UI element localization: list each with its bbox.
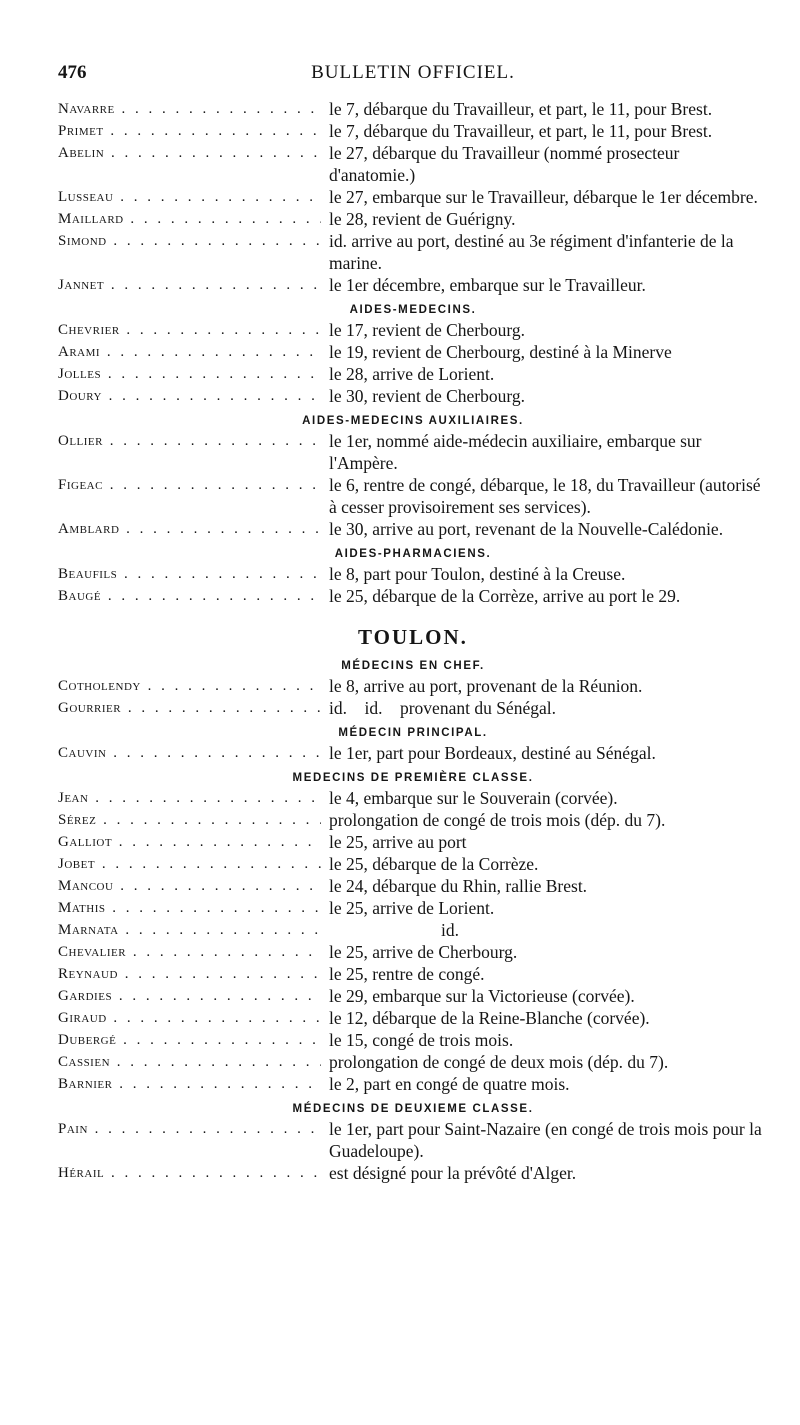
list-item bbox=[58, 853, 768, 875]
list-item bbox=[58, 1051, 768, 1073]
list-item bbox=[58, 363, 768, 385]
entry-text: le 4, embarque sur le Souverain (corvée). bbox=[329, 788, 618, 808]
entry-text: le 25, débarque de la Corrèze, arrive au port le 29. bbox=[329, 586, 681, 606]
list-item bbox=[58, 274, 768, 296]
list-item bbox=[58, 1029, 768, 1051]
list-item bbox=[58, 319, 768, 341]
entry-name: Giraud . . . bbox=[58, 1007, 321, 1029]
entry-text: le 17, revient de Cherbourg. bbox=[329, 320, 526, 340]
entry-text: prolongation de congé de trois mois (dép. du 7). bbox=[329, 810, 666, 830]
list-item bbox=[58, 142, 768, 186]
entry-text: le 25, arrive au port bbox=[329, 832, 467, 852]
list-item bbox=[58, 186, 768, 208]
entry-list-top bbox=[58, 98, 768, 296]
entry-text: le 24, débarque du Rhin, rallie Brest. bbox=[329, 876, 588, 896]
entry-text: le 8, arrive au port, provenant de la Réunion. bbox=[329, 676, 643, 696]
list-item bbox=[58, 919, 768, 941]
list-item bbox=[58, 742, 768, 764]
entry-name: Mathis . . . bbox=[58, 897, 321, 919]
list-item bbox=[58, 809, 768, 831]
entry-text: le 27, embarque sur le Travailleur, débarque le 1er décembre. bbox=[329, 187, 758, 207]
entry-text: le 30, revient de Cherbourg. bbox=[329, 386, 526, 406]
entry-name: Primet . . . bbox=[58, 120, 321, 142]
city-heading: TOULON. bbox=[358, 625, 468, 649]
section-heading: MÉDECIN PRINCIPAL. bbox=[338, 727, 488, 739]
entry-text: le 1er, part pour Saint-Nazaire (en congé de trois mois pour la Guadeloupe). bbox=[329, 1119, 762, 1161]
entry-name: Ollier . . . bbox=[58, 430, 321, 474]
entry-text: le 12, débarque de la Reine-Blanche (corvée). bbox=[329, 1008, 650, 1028]
list-item bbox=[58, 385, 768, 407]
list-item bbox=[58, 1073, 768, 1095]
section-heading: MEDECINS DE PREMIÈRE CLASSE. bbox=[292, 772, 534, 784]
list-item bbox=[58, 1162, 768, 1184]
list-item bbox=[58, 585, 768, 607]
list-item bbox=[58, 831, 768, 853]
list-item bbox=[58, 697, 768, 719]
entry-text: le 8, part pour Toulon, destiné à la Creuse. bbox=[329, 564, 626, 584]
entry-name: Cauvin . . . bbox=[58, 742, 321, 764]
list-item bbox=[58, 941, 768, 963]
entry-name: Chevrier . . . bbox=[58, 319, 321, 341]
document-page bbox=[58, 62, 768, 1184]
entry-name: Figeac . . . bbox=[58, 474, 321, 518]
entry-text: le 25, arrive de Lorient. bbox=[329, 898, 495, 918]
section-heading: AIDES-MEDECINS AUXILIAIRES. bbox=[302, 415, 524, 427]
entry-name: Dubergé . . . bbox=[58, 1029, 321, 1051]
entry-name: Galliot . . . bbox=[58, 831, 321, 853]
page-number: 476 bbox=[58, 62, 87, 83]
list-item bbox=[58, 875, 768, 897]
entry-name: Navarre . . . bbox=[58, 98, 321, 120]
list-item bbox=[58, 341, 768, 363]
list-item bbox=[58, 98, 768, 120]
list-item bbox=[58, 675, 768, 697]
list-item bbox=[58, 430, 768, 474]
entry-text: le 7, débarque du Travailleur, et part, le 11, pour Brest. bbox=[329, 121, 713, 141]
entry-name: Cassien . . . bbox=[58, 1051, 321, 1073]
list-item bbox=[58, 208, 768, 230]
entry-name: Chevalier . . . bbox=[58, 941, 321, 963]
entry-name: Baugé . . . bbox=[58, 585, 321, 607]
entry-name: Hérail . . . bbox=[58, 1162, 321, 1184]
entry-text: prolongation de congé de deux mois (dép. du 7). bbox=[329, 1052, 669, 1072]
entry-name: Cotholendy . . . bbox=[58, 675, 321, 697]
entry-text: le 30, arrive au port, revenant de la Nouvelle-Calédonie. bbox=[329, 519, 724, 539]
entry-name: Jannet . . . bbox=[58, 274, 321, 296]
entry-text: le 29, embarque sur la Victorieuse (corvée). bbox=[329, 986, 635, 1006]
entry-text: le 15, congé de trois mois. bbox=[329, 1030, 514, 1050]
entry-name: Sérez . . . bbox=[58, 809, 321, 831]
section-heading: MÉDECINS EN CHEF. bbox=[341, 660, 485, 672]
list-item bbox=[58, 120, 768, 142]
list-item bbox=[58, 897, 768, 919]
running-title: BULLETIN OFFICIEL. bbox=[311, 62, 515, 83]
list-item bbox=[58, 1118, 768, 1162]
entry-text: le 1er, part pour Bordeaux, destiné au Sénégal. bbox=[329, 743, 656, 763]
entry-text: le 1er décembre, embarque sur le Travailleur. bbox=[329, 275, 646, 295]
entry-name: Reynaud . . . bbox=[58, 963, 321, 985]
entry-text: le 7, débarque du Travailleur, et part, le 11, pour Brest. bbox=[329, 99, 713, 119]
entry-name: Jobet . . . bbox=[58, 853, 321, 875]
entry-text: est désigné pour la prévôté d'Alger. bbox=[329, 1163, 577, 1183]
entry-name: Gourrier . . . bbox=[58, 697, 321, 719]
entry-text: le 25, débarque de la Corrèze. bbox=[329, 854, 539, 874]
entry-text: le 2, part en congé de quatre mois. bbox=[329, 1074, 570, 1094]
entry-name: Maillard . . . bbox=[58, 208, 321, 230]
entry-text: le 6, rentre de congé, débarque, le 18, du Travailleur (autorisé à cesser provisoirement ses services). bbox=[329, 475, 761, 517]
list-item bbox=[58, 787, 768, 809]
section-heading: AIDES-MEDECINS. bbox=[349, 304, 477, 316]
list-item bbox=[58, 230, 768, 274]
entry-text: le 27, débarque du Travailleur (nommé prosecteur d'anatomie.) bbox=[329, 143, 680, 185]
entry-name: Gardies . . . bbox=[58, 985, 321, 1007]
entry-name: Marnata . . . bbox=[58, 919, 321, 941]
entry-text: le 25, rentre de congé. bbox=[329, 964, 485, 984]
entry-name: Mancou . . . bbox=[58, 875, 321, 897]
entry-name: Doury . . . bbox=[58, 385, 321, 407]
list-item bbox=[58, 985, 768, 1007]
page-header bbox=[58, 62, 768, 98]
entry-name: Beaufils . . . bbox=[58, 563, 321, 585]
section-heading: AIDES-PHARMACIENS. bbox=[334, 548, 492, 560]
entry-name: Amblard . . . bbox=[58, 518, 321, 540]
entry-name: Simond . . . bbox=[58, 230, 321, 274]
entry-text: le 19, revient de Cherbourg, destiné à la Minerve bbox=[329, 342, 672, 362]
entry-text: id. bbox=[441, 920, 459, 940]
entry-name: Jolles . . . bbox=[58, 363, 321, 385]
list-item bbox=[58, 518, 768, 540]
entry-text: le 1er, nommé aide-médecin auxiliaire, embarque sur l'Ampère. bbox=[329, 431, 702, 473]
entry-name: Jean . . . bbox=[58, 787, 321, 809]
list-item bbox=[58, 1007, 768, 1029]
entry-name: Arami . . . bbox=[58, 341, 321, 363]
entry-name: Pain . . . bbox=[58, 1118, 321, 1162]
entry-name: Abelin . . . bbox=[58, 142, 321, 186]
entry-name: Lusseau . . . bbox=[58, 186, 321, 208]
entry-text: id. arrive au port, destiné au 3e régiment d'infanterie de la marine. bbox=[329, 231, 734, 273]
list-item bbox=[58, 563, 768, 585]
entry-text: le 28, arrive de Lorient. bbox=[329, 364, 495, 384]
section-heading: MÉDECINS DE DEUXIEME CLASSE. bbox=[292, 1103, 534, 1115]
entry-name: Barnier . . . bbox=[58, 1073, 321, 1095]
list-item bbox=[58, 963, 768, 985]
entry-text: id. id. provenant du Sénégal. bbox=[329, 698, 556, 718]
entry-text: le 25, arrive de Cherbourg. bbox=[329, 942, 518, 962]
list-item bbox=[58, 474, 768, 518]
entry-text: le 28, revient de Guérigny. bbox=[329, 209, 516, 229]
